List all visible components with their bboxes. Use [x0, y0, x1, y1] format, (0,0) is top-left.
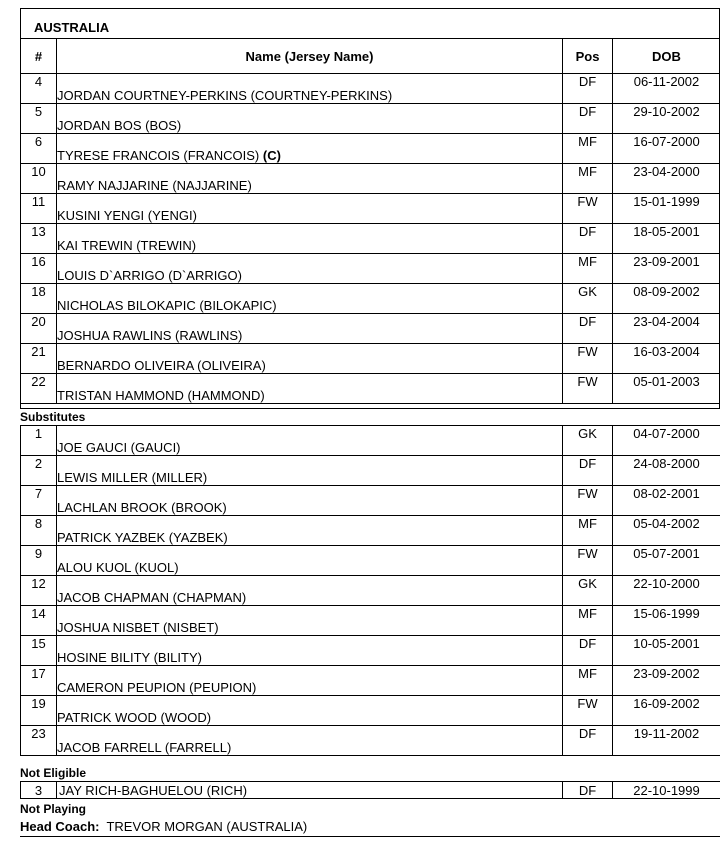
player-row	[21, 426, 720, 456]
player-name-cell	[57, 74, 563, 104]
header-dob: DOB	[613, 39, 720, 74]
player-position: DF	[563, 726, 613, 756]
player-dob: 16-07-2000	[613, 134, 720, 164]
player-row	[21, 374, 720, 404]
player-name-cell	[57, 314, 563, 344]
player-position: GK	[563, 284, 613, 314]
player-row	[21, 486, 720, 516]
player-row	[21, 254, 720, 284]
player-number: 9	[21, 546, 57, 576]
player-number: 15	[21, 636, 57, 666]
player-row	[21, 134, 720, 164]
player-row	[21, 74, 720, 104]
header-pos: Pos	[563, 39, 613, 74]
player-dob: 15-01-1999	[613, 194, 720, 224]
player-number: 1	[21, 426, 57, 456]
player-row	[21, 344, 720, 374]
player-number: 2	[21, 456, 57, 486]
player-name: JACOB CHAPMAN (CHAPMAN)	[57, 590, 247, 605]
player-name-cell	[57, 516, 563, 546]
team-title: AUSTRALIA	[34, 20, 110, 35]
player-position: FW	[563, 546, 613, 576]
player-number: 5	[21, 104, 57, 134]
player-name-cell	[57, 486, 563, 516]
player-number: 4	[21, 74, 57, 104]
player-name-cell	[57, 576, 563, 606]
player-row	[21, 194, 720, 224]
player-number: 17	[21, 666, 57, 696]
player-name: LEWIS MILLER (MILLER)	[57, 470, 208, 485]
player-position: DF	[563, 456, 613, 486]
player-row	[21, 516, 720, 546]
player-row	[21, 726, 720, 756]
player-name-cell	[57, 696, 563, 726]
player-position: DF	[563, 314, 613, 344]
player-position: FW	[563, 194, 613, 224]
player-row	[21, 284, 720, 314]
player-name: JORDAN BOS (BOS)	[57, 118, 182, 133]
player-name: JORDAN COURTNEY-PERKINS (COURTNEY-PERKINS)	[57, 88, 393, 103]
player-dob: 08-09-2002	[613, 284, 720, 314]
player-row	[21, 666, 720, 696]
player-name: CAMERON PEUPION (PEUPION)	[57, 680, 257, 695]
player-position: GK	[563, 576, 613, 606]
player-name: BERNARDO OLIVEIRA (OLIVEIRA)	[57, 358, 266, 373]
player-position: FW	[563, 374, 613, 404]
player-dob: 23-09-2002	[613, 666, 720, 696]
player-dob: 06-11-2002	[613, 74, 720, 104]
player-dob: 19-11-2002	[613, 726, 720, 756]
starters-table	[20, 38, 720, 404]
player-number: 13	[21, 224, 57, 254]
player-position: DF	[563, 636, 613, 666]
player-position: MF	[563, 254, 613, 284]
substitutes-table	[20, 425, 720, 756]
player-name: RAMY NAJJARINE (NAJJARINE)	[57, 178, 252, 193]
player-number: 7	[21, 486, 57, 516]
player-name-cell	[57, 134, 563, 164]
player-position: MF	[563, 606, 613, 636]
player-dob: 15-06-1999	[613, 606, 720, 636]
not-eligible-table	[20, 781, 720, 799]
player-name: JOSHUA NISBET (NISBET)	[57, 620, 219, 635]
not-playing-label: Not Playing	[20, 802, 87, 816]
player-dob: 22-10-2000	[613, 576, 720, 606]
player-dob: 29-10-2002	[613, 104, 720, 134]
player-name-cell	[57, 104, 563, 134]
player-number: 6	[21, 134, 57, 164]
player-name: KAI TREWIN (TREWIN)	[57, 238, 197, 253]
player-position: FW	[563, 486, 613, 516]
player-position: GK	[563, 426, 613, 456]
player-number: 21	[21, 344, 57, 374]
player-dob: 22-10-1999	[613, 782, 720, 799]
header-row	[21, 39, 720, 74]
player-name: TRISTAN HAMMOND (HAMMOND)	[57, 388, 265, 403]
player-dob: 23-09-2001	[613, 254, 720, 284]
player-position: MF	[563, 666, 613, 696]
player-position: DF	[563, 104, 613, 134]
not-eligible-label: Not Eligible	[20, 766, 86, 780]
player-position: DF	[563, 224, 613, 254]
player-dob: 05-07-2001	[613, 546, 720, 576]
substitutes-label: Substitutes	[20, 410, 86, 424]
player-dob: 18-05-2001	[613, 224, 720, 254]
player-number: 23	[21, 726, 57, 756]
player-name-cell	[57, 726, 563, 756]
player-row	[21, 636, 720, 666]
player-position: DF	[563, 74, 613, 104]
player-name: PATRICK YAZBEK (YAZBEK)	[57, 530, 228, 545]
player-name: KUSINI YENGI (YENGI)	[57, 208, 197, 223]
player-number: 12	[21, 576, 57, 606]
player-dob: 10-05-2001	[613, 636, 720, 666]
player-position: FW	[563, 344, 613, 374]
player-name: JAY RICH-BAGHUELOU (RICH)	[57, 782, 563, 799]
player-name-cell	[57, 284, 563, 314]
player-name-cell	[57, 666, 563, 696]
player-number: 3	[21, 782, 57, 799]
player-row	[21, 456, 720, 486]
player-position: FW	[563, 696, 613, 726]
player-row	[21, 224, 720, 254]
player-row	[21, 104, 720, 134]
player-row	[21, 546, 720, 576]
head-coach-label: Head Coach:	[20, 819, 100, 834]
bottom-rule	[20, 836, 720, 837]
player-number: 8	[21, 516, 57, 546]
player-name-cell	[57, 636, 563, 666]
player-name-cell	[57, 344, 563, 374]
player-name-cell	[57, 254, 563, 284]
captain-badge: (C)	[262, 148, 281, 163]
player-name-cell	[57, 426, 563, 456]
player-row	[21, 576, 720, 606]
player-name: LACHLAN BROOK (BROOK)	[57, 500, 227, 515]
player-position: MF	[563, 164, 613, 194]
player-name: HOSINE BILITY (BILITY)	[57, 650, 202, 665]
player-row	[21, 164, 720, 194]
player-row	[21, 696, 720, 726]
player-number: 10	[21, 164, 57, 194]
player-position: MF	[563, 134, 613, 164]
player-number: 11	[21, 194, 57, 224]
player-name-cell	[57, 606, 563, 636]
player-position: DF	[563, 782, 613, 799]
player-dob: 04-07-2000	[613, 426, 720, 456]
player-number: 19	[21, 696, 57, 726]
player-name-cell	[57, 546, 563, 576]
player-name-cell	[57, 164, 563, 194]
player-dob: 16-03-2004	[613, 344, 720, 374]
player-number: 20	[21, 314, 57, 344]
player-number: 14	[21, 606, 57, 636]
player-name: JOSHUA RAWLINS (RAWLINS)	[57, 328, 243, 343]
player-name-cell	[57, 224, 563, 254]
player-name: ALOU KUOL (KUOL)	[57, 560, 179, 575]
player-row	[21, 782, 720, 799]
player-name: PATRICK WOOD (WOOD)	[57, 710, 212, 725]
player-name-cell	[57, 194, 563, 224]
player-name: JACOB FARRELL (FARRELL)	[57, 740, 232, 755]
player-name: LOUIS D`ARRIGO (D`ARRIGO)	[57, 268, 242, 283]
player-dob: 05-04-2002	[613, 516, 720, 546]
player-dob: 05-01-2003	[613, 374, 720, 404]
player-row	[21, 314, 720, 344]
player-number: 16	[21, 254, 57, 284]
player-name-cell	[57, 456, 563, 486]
header-num: #	[21, 39, 57, 74]
player-name: TYRESE FRANCOIS (FRANCOIS)	[57, 148, 260, 163]
player-dob: 23-04-2004	[613, 314, 720, 344]
player-name: JOE GAUCI (GAUCI)	[57, 440, 181, 455]
player-dob: 16-09-2002	[613, 696, 720, 726]
player-name-cell	[57, 374, 563, 404]
player-dob: 24-08-2000	[613, 456, 720, 486]
head-coach	[20, 819, 307, 834]
player-number: 22	[21, 374, 57, 404]
player-name: NICHOLAS BILOKAPIC (BILOKAPIC)	[57, 298, 277, 313]
header-name: Name (Jersey Name)	[57, 39, 563, 74]
player-dob: 23-04-2000	[613, 164, 720, 194]
player-position: MF	[563, 516, 613, 546]
head-coach-name: TREVOR MORGAN (AUSTRALIA)	[106, 819, 308, 834]
player-dob: 08-02-2001	[613, 486, 720, 516]
player-number: 18	[21, 284, 57, 314]
player-row	[21, 606, 720, 636]
